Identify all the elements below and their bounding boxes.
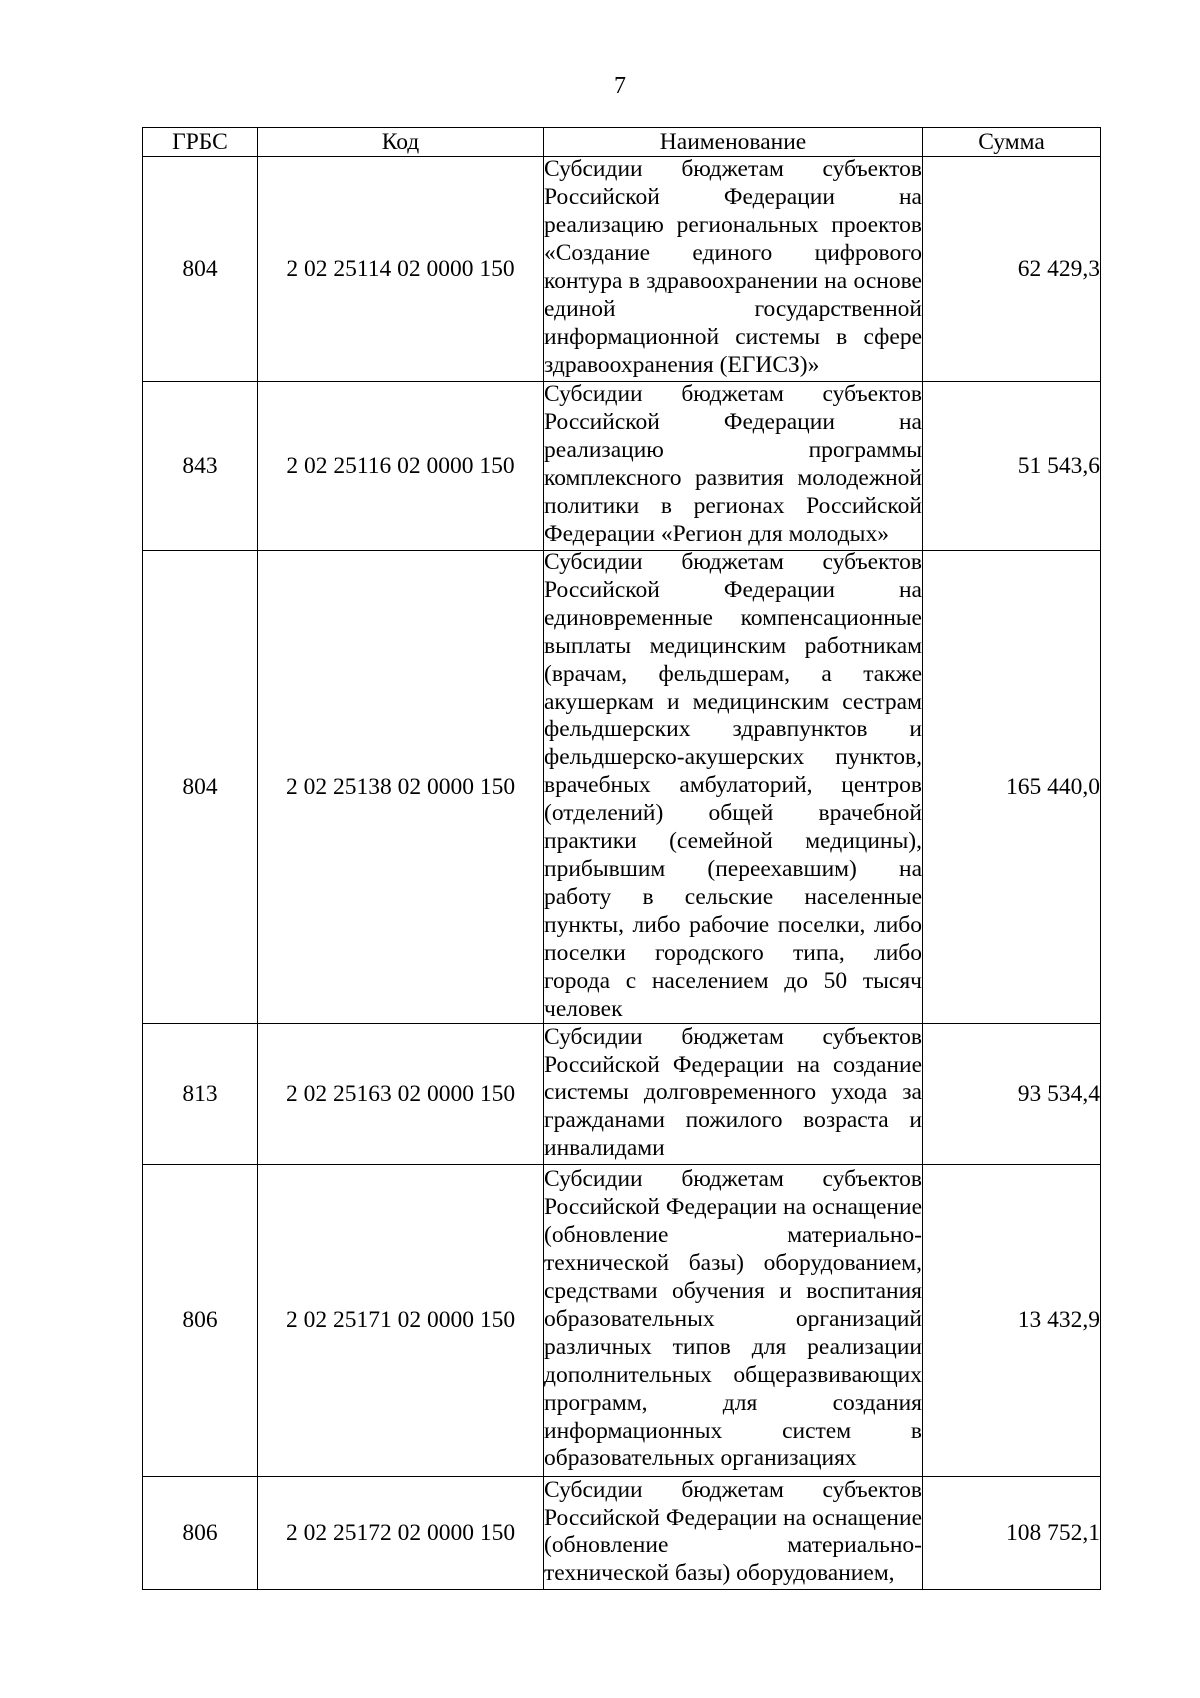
table-row xyxy=(143,1477,1101,1590)
sum-cell: 13 432,9 xyxy=(923,1165,1101,1477)
code-cell: 2 02 25172 02 0000 150 xyxy=(258,1477,544,1590)
grbs-cell: 806 xyxy=(143,1477,258,1590)
name-text: Субсидии бюджетам субъектов Российской Федерации на реализацию программы комплексного развития молодежной политики в регионах Российской Федерации «Регион для молодых» xyxy=(544,381,922,547)
sum-cell: 108 752,1 xyxy=(923,1477,1101,1590)
code-cell: 2 02 25116 02 0000 150 xyxy=(258,382,544,551)
name-cell xyxy=(544,1477,923,1590)
name-cell xyxy=(544,551,923,1024)
name-text: Субсидии бюджетам субъектов Российской Федерации на создание системы долговременного ухода за гражданами пожилого возраста и инвалидами xyxy=(544,1023,922,1162)
sum-cell: 165 440,0 xyxy=(923,551,1101,1024)
name-cell xyxy=(544,157,923,382)
code-cell: 2 02 25163 02 0000 150 xyxy=(258,1024,544,1165)
table-row xyxy=(143,382,1101,551)
table-row xyxy=(143,1165,1101,1477)
table-header-row xyxy=(143,128,1101,157)
sum-cell: 93 534,4 xyxy=(923,1024,1101,1165)
sum-cell: 62 429,3 xyxy=(923,157,1101,382)
name-cell xyxy=(544,1024,923,1165)
grbs-cell: 813 xyxy=(143,1024,258,1165)
header-grbs: ГРБС xyxy=(143,128,258,157)
name-cell xyxy=(544,1165,923,1477)
grbs-cell: 843 xyxy=(143,382,258,551)
grbs-cell: 806 xyxy=(143,1165,258,1477)
header-code: Код xyxy=(258,128,544,157)
name-text: Субсидии бюджетам субъектов Российской Федерации на единовременные компенсационные выплаты медицинским работникам (врачам, фельдшерам, а также акушеркам и медицинским сестрам фельдшерских здравпунктов и фельдшерско-акушерских пунктов, врачебных амбулаторий, центров (отделений) общей врачебной практики (семейной медицины), прибывшим (переехавшим) на работу в сельские населенные пункты, либо рабочие поселки, либо поселки городского типа, либо города с населением до 50 тысяч человек xyxy=(544,549,922,1022)
code-cell: 2 02 25138 02 0000 150 xyxy=(258,551,544,1024)
page-number: 7 xyxy=(614,73,626,99)
grbs-cell: 804 xyxy=(143,551,258,1024)
budget-table xyxy=(142,127,1101,1590)
table-row xyxy=(143,551,1101,1024)
header-sum: Сумма xyxy=(923,128,1101,157)
code-cell: 2 02 25114 02 0000 150 xyxy=(258,157,544,382)
header-name: Наименование xyxy=(544,128,923,157)
code-cell: 2 02 25171 02 0000 150 xyxy=(258,1165,544,1477)
sum-cell: 51 543,6 xyxy=(923,382,1101,551)
table-row xyxy=(143,1024,1101,1165)
name-cell xyxy=(544,382,923,551)
name-text: Субсидии бюджетам субъектов Российской Федерации на реализацию региональных проектов «Создание единого цифрового контура в здравоохранении на основе единой государственной информационной системы в сфере здравоохранения (ЕГИСЗ)» xyxy=(544,156,922,378)
table-row xyxy=(143,157,1101,382)
name-text: Субсидии бюджетам субъектов Российской Федерации на оснащение (обновление материально-технической базы) оборудованием, средствами обучения и воспитания образовательных организаций различных типов для реализации дополнительных общеразвивающих программ, для создания информационных систем в образовательных организациях xyxy=(544,1166,922,1472)
name-text: Субсидии бюджетам субъектов Российской Федерации на оснащение (обновление материально-технической базы) оборудованием, xyxy=(544,1476,922,1587)
grbs-cell: 804 xyxy=(143,157,258,382)
